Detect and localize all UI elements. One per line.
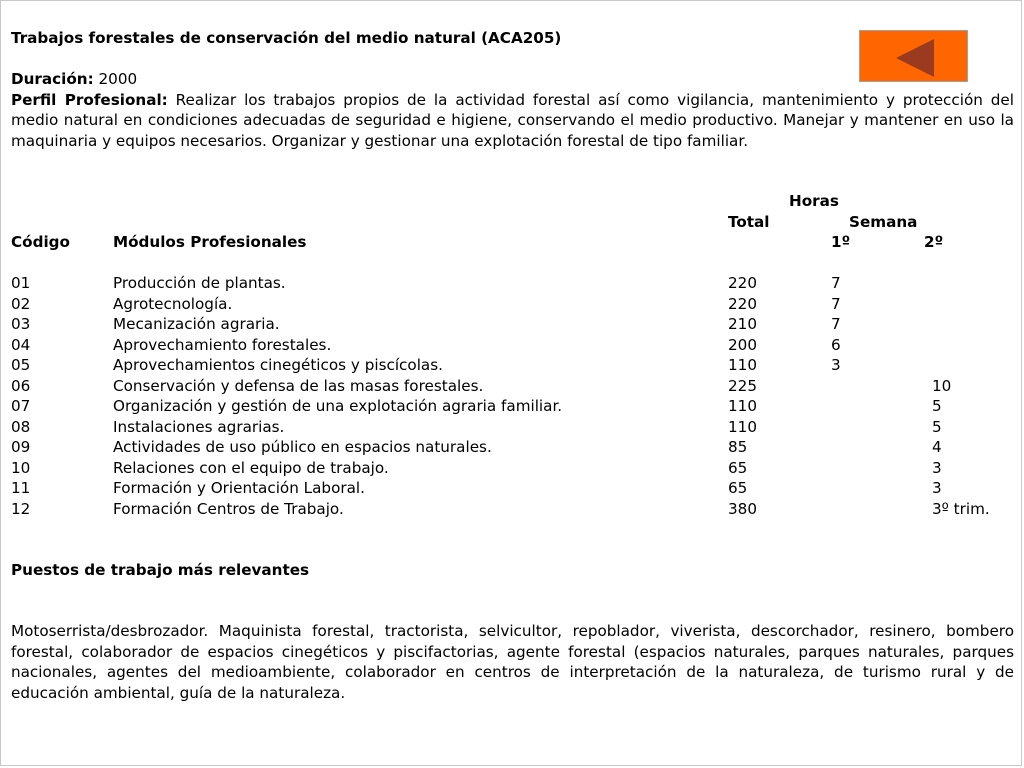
table-row — [1, 417, 1021, 437]
table-row — [1, 458, 1021, 478]
row-week-second: 3 — [932, 479, 942, 497]
row-week-first: 6 — [831, 335, 841, 354]
table-row — [1, 335, 1021, 355]
row-code: 04 — [11, 335, 31, 354]
row-code: 11 — [11, 479, 31, 497]
row-module: Mecanización agraria. — [113, 315, 280, 333]
row-total: 65 — [728, 479, 748, 497]
row-code: 10 — [11, 458, 31, 477]
row-code: 07 — [11, 397, 31, 415]
row-week-first: 3 — [831, 356, 841, 374]
table-row — [1, 294, 1021, 314]
table-row — [1, 376, 1021, 396]
profile-text: Realizar los trabajos propios de la actividad forestal así como vigilancia, mantenimiento y protección del medio natural en condiciones adecuadas de seguridad e higiene, conservando el medio productivo. Manejar y mantener en uso la maquinaria y equipos necesarios. Organizar y gestionar una explotación forestal de tipo familiar. — [11, 90, 1014, 150]
header-horas: Horas — [789, 192, 839, 210]
table-row — [1, 355, 1021, 375]
row-week-first: 7 — [831, 294, 841, 313]
row-module: Aprovechamientos cinegéticos y piscícolas. — [113, 356, 443, 374]
row-total: 380 — [728, 499, 757, 518]
header-semana: Semana — [849, 213, 918, 231]
table-row — [1, 437, 1021, 457]
row-module: Aprovechamiento forestales. — [113, 335, 332, 354]
row-code: 01 — [11, 274, 31, 292]
header-week-second: 2º — [924, 233, 944, 251]
header-week-first: 1º — [831, 233, 851, 251]
row-week-first: 7 — [831, 315, 841, 333]
duration-label: Duración: — [11, 70, 94, 88]
duration-line — [11, 69, 1014, 90]
row-total: 200 — [728, 335, 757, 354]
row-code: 05 — [11, 356, 31, 374]
table-row — [1, 273, 1021, 293]
table-row — [1, 478, 1021, 498]
row-code: 09 — [11, 438, 31, 456]
table-row — [1, 314, 1021, 334]
row-module: Formación y Orientación Laboral. — [113, 479, 365, 497]
row-week-second: 3 — [932, 458, 942, 477]
row-week-second: 4 — [932, 438, 942, 456]
row-total: 65 — [728, 458, 748, 477]
header-codigo: Código — [11, 233, 70, 251]
row-week-second: 5 — [932, 397, 942, 415]
header-total: Total — [728, 213, 770, 231]
row-module: Organización y gestión de una explotación agraria familiar. — [113, 397, 563, 415]
row-total: 210 — [728, 315, 757, 333]
row-code: 08 — [11, 417, 31, 436]
row-module: Relaciones con el equipo de trabajo. — [113, 458, 389, 477]
row-week-second: 5 — [932, 417, 942, 436]
profile-label: Perfil Profesional: — [11, 90, 168, 109]
row-week-first: 7 — [831, 274, 841, 292]
table-row — [1, 499, 1021, 519]
row-total: 110 — [728, 417, 757, 436]
header-modulos: Módulos Profesionales — [113, 233, 307, 251]
course-info — [11, 69, 1014, 151]
row-total: 220 — [728, 274, 757, 292]
row-module: Producción de plantas. — [113, 274, 286, 292]
row-module: Actividades de uso público en espacios naturales. — [113, 438, 492, 456]
row-code: 03 — [11, 315, 31, 333]
row-week-second: 10 — [932, 376, 952, 395]
row-week-second: 3º trim. — [932, 499, 990, 518]
row-total: 110 — [728, 356, 757, 374]
duration-value: 2000 — [98, 70, 138, 88]
row-module: Agrotecnología. — [113, 294, 233, 313]
row-code: 12 — [11, 499, 31, 518]
table-row — [1, 396, 1021, 416]
row-total: 225 — [728, 376, 757, 395]
profile-paragraph — [11, 90, 1014, 152]
row-module: Formación Centros de Trabajo. — [113, 499, 344, 518]
row-module: Conservación y defensa de las masas forestales. — [113, 376, 484, 395]
row-code: 02 — [11, 294, 31, 313]
row-module: Instalaciones agrarias. — [113, 417, 285, 436]
row-total: 110 — [728, 397, 757, 415]
row-total: 85 — [728, 438, 748, 456]
jobs-text: Motoserrista/desbrozador. Maquinista forestal, tractorista, selvicultor, repoblador, viverista, descorchador, resinero, bombero forestal, colaborador de espacios cinegéticos y piscifactorias, agente forestal (espacios naturales, parques naturales, parques nacionales, agentes del medioambiente, colaborador en centros de interpretación de la naturaleza, de turismo rural y de educación ambiental, guía de la naturaleza. — [11, 622, 1014, 702]
row-total: 220 — [728, 294, 757, 313]
jobs-title: Puestos de trabajo más relevantes — [11, 561, 310, 579]
page-title: Trabajos forestales de conservación del medio natural (ACA205) — [11, 29, 562, 47]
row-code: 06 — [11, 376, 31, 395]
